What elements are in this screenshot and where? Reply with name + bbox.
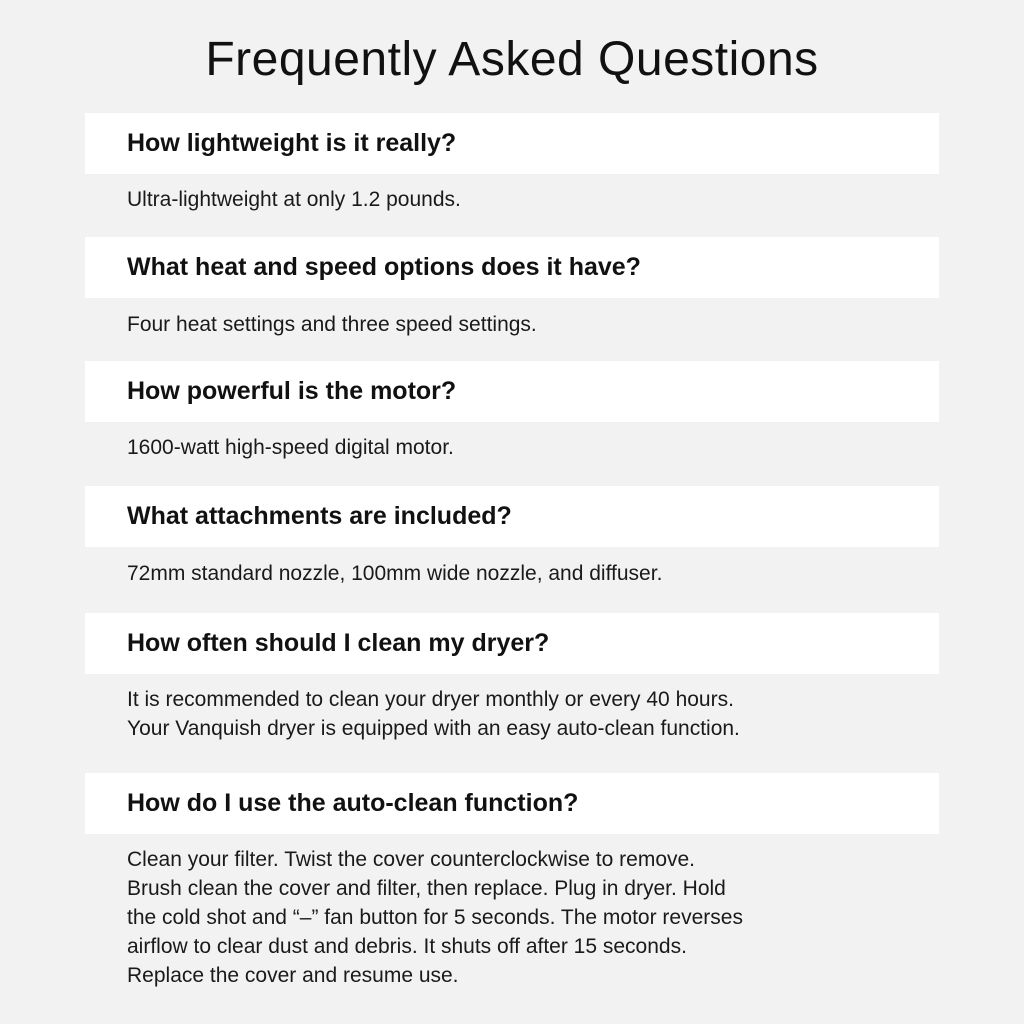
faq-question-auto-clean[interactable]: How do I use the auto-clean function? xyxy=(85,773,939,834)
page-title: Frequently Asked Questions xyxy=(205,33,819,86)
faq-question-motor[interactable]: How powerful is the motor? xyxy=(85,361,939,422)
faq-answer-heat-speed: Four heat settings and three speed settings. xyxy=(127,313,537,336)
faq-answer-auto-clean: Clean your filter. Twist the cover counterclockwise to remove. Brush clean the cover and filter, then replace. Plug in dryer. Hold the cold shot and “–” fan button for 5 seconds. The motor reverses airflow to clear dust and debris. It shuts off after 15 seconds. Replace the cover and resume use. xyxy=(127,848,743,987)
faq-question-heat-speed[interactable]: What heat and speed options does it have? xyxy=(85,237,939,298)
faq-answer-lightweight: Ultra-lightweight at only 1.2 pounds. xyxy=(127,188,461,211)
faq-answer-motor: 1600-watt high-speed digital motor. xyxy=(127,436,454,459)
faq-answer-attachments: 72mm standard nozzle, 100mm wide nozzle, and diffuser. xyxy=(127,562,663,585)
faq-question-cleaning[interactable]: How often should I clean my dryer? xyxy=(85,613,939,674)
faq-answer-cleaning: It is recommended to clean your dryer monthly or every 40 hours. Your Vanquish dryer is equipped with an easy auto-clean function. xyxy=(127,688,740,740)
faq-question-attachments[interactable]: What attachments are included? xyxy=(85,486,939,547)
faq-question-lightweight[interactable]: How lightweight is it really? xyxy=(85,113,939,174)
